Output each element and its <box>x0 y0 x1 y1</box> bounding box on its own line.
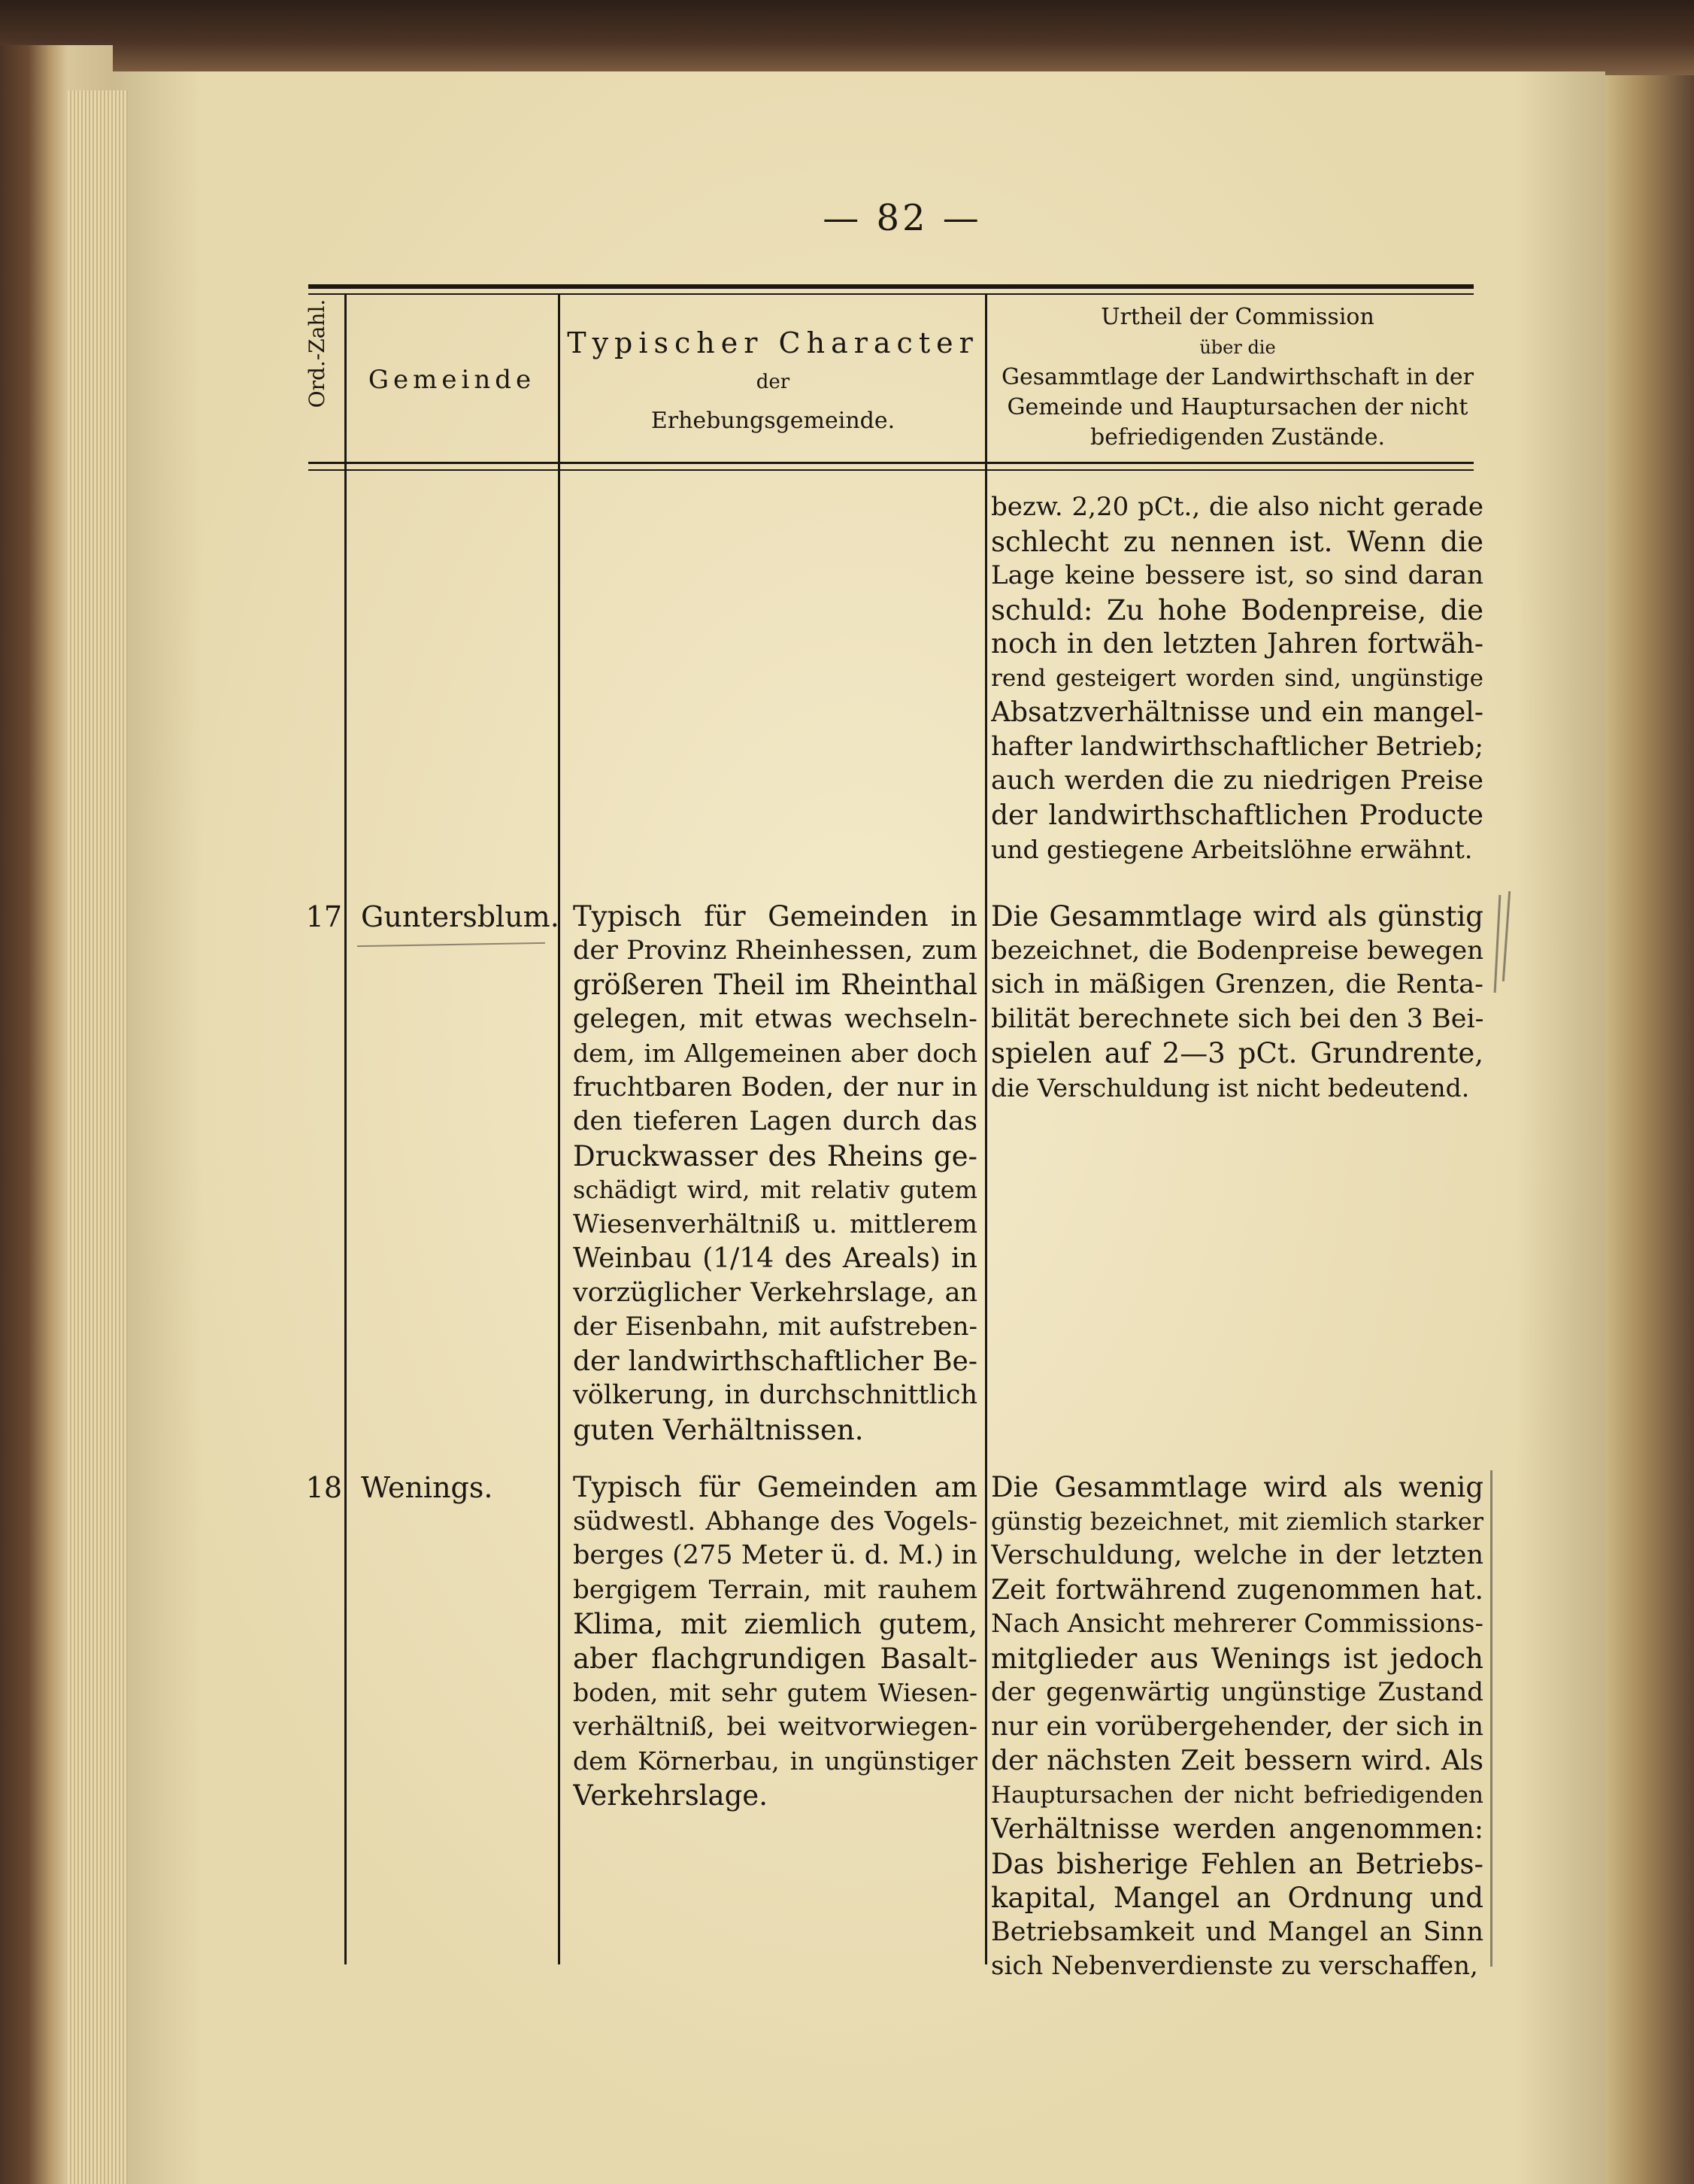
text-line: Zeit fortwährend zugenommen hat. <box>991 1574 1483 1606</box>
text-line: die Verschuldung ist nicht bedeutend. <box>991 1072 1470 1103</box>
text-line: mitglieder aus Wenings ist jedoch <box>991 1642 1483 1675</box>
text-line: der Eisenbahn, mit aufstreben- <box>573 1312 977 1342</box>
text-line: Verkehrslage. <box>573 1779 768 1812</box>
text-line: vorzüglicher Verkehrslage, an <box>573 1277 977 1308</box>
urtheil-guntersblum <box>991 899 1483 1105</box>
text-line: aber flachgrundigen Basalt- <box>573 1642 977 1675</box>
text-line: völkerung, in durchschnittlich <box>573 1380 977 1410</box>
header-urtheil-line1: Urtheil der Commission <box>1101 304 1374 330</box>
text-line: rend gesteigert worden sind, ungünstige <box>991 664 1483 692</box>
header-character <box>562 323 983 441</box>
text-line: bilität berechnete sich bei den 3 Bei- <box>991 1003 1483 1034</box>
text-line: bezw. 2,20 pCt., die also nicht gerade <box>991 492 1483 522</box>
character-wenings <box>573 1470 977 1812</box>
text-line: noch in den letzten Jahren fortwäh- <box>991 629 1483 660</box>
text-line: nur ein vorübergehender, der sich in <box>991 1711 1483 1742</box>
text-line: Typisch für Gemeinden am <box>573 1471 977 1503</box>
text-line: spielen auf 2—3 pCt. Grundrente, <box>991 1037 1483 1069</box>
text-line: den tieferen Lagen durch das <box>573 1106 977 1136</box>
text-line: der nächsten Zeit bessern wird. Als <box>991 1746 1483 1776</box>
text-line: Nach Ansicht mehrerer Commissions- <box>991 1609 1483 1639</box>
table-top-rule-thin <box>308 293 1474 295</box>
text-line: Die Gesammtlage wird als wenig <box>991 1471 1483 1503</box>
text-line: schuld: Zu hohe Bodenpreise, die <box>991 593 1483 626</box>
header-urtheil-line5: befriedigenden Zustände. <box>1090 424 1385 450</box>
text-line: günstig bezeichnet, mit ziemlich starker <box>991 1506 1483 1536</box>
text-line: verhältniß, bei weitvorwiegen- <box>573 1711 977 1742</box>
col-divider-1 <box>344 295 347 1964</box>
text-line: Druckwasser des Rheins ge- <box>573 1139 977 1172</box>
pencil-mark-row18-a <box>1490 1470 1492 1967</box>
header-urtheil-line3: Gesammtlage der Landwirthschaft in der <box>1002 364 1474 390</box>
text-line: fruchtbaren Boden, der nur in <box>573 1072 977 1103</box>
text-line: dem Körnerbau, in ungünstiger <box>573 1746 977 1776</box>
header-ordnungszahl: Ord.-Zahl. <box>305 299 329 408</box>
character-guntersblum <box>573 899 977 1447</box>
text-line: auch werden die zu niedrigen Preise <box>991 766 1483 796</box>
text-line: gelegen, mit etwas wechseln- <box>573 1003 977 1034</box>
text-line: Verhältnisse werden angenommen: <box>991 1814 1483 1845</box>
text-line: guten Verhältnissen. <box>573 1413 864 1446</box>
text-line: schlecht zu nennen ist. Wenn die <box>991 525 1483 558</box>
text-line: berges (275 Meter ü. d. M.) in <box>573 1540 977 1570</box>
text-line: boden, mit sehr gutem Wiesen- <box>573 1678 977 1707</box>
text-line: südwestl. Abhange des Vogels- <box>573 1506 977 1536</box>
continuation-urtheil <box>991 490 1483 867</box>
table-header-bottom-rule <box>308 462 1474 464</box>
header-urtheil-line2: über die <box>1199 337 1276 358</box>
text-line: Wiesenverhältniß u. mittlerem <box>573 1209 977 1239</box>
table-top-rule-thick <box>308 284 1474 289</box>
text-line: der landwirthschaftlicher Be- <box>573 1345 977 1377</box>
table-header-bottom-rule-2 <box>308 469 1474 471</box>
header-urtheil <box>989 302 1486 453</box>
header-character-line2: der <box>756 371 790 393</box>
col-divider-2 <box>558 295 560 1964</box>
text-line: Das bisherige Fehlen an Betriebs- <box>991 1847 1483 1880</box>
text-line: Klima, mit ziemlich gutem, <box>573 1608 977 1640</box>
page-stack <box>68 90 128 2184</box>
text-line: dem, im Allgemeinen aber doch <box>573 1039 977 1068</box>
text-line: Typisch für Gemeinden in <box>573 900 977 933</box>
text-line: der Provinz Rheinhessen, zum <box>573 935 977 966</box>
gemeinde-name-wenings: Wenings. <box>361 1471 493 1504</box>
header-character-line1: Typischer Character <box>567 326 979 359</box>
urtheil-wenings <box>991 1470 1483 1984</box>
book-cover-top <box>0 0 1694 83</box>
text-line: schädigt wird, mit relativ gutem <box>573 1175 977 1204</box>
text-line: Die Gesammtlage wird als günstig <box>991 900 1483 933</box>
text-line: Hauptursachen der nicht befriedigenden <box>991 1781 1483 1809</box>
row-number-18: 18 <box>305 1471 342 1504</box>
text-line: der gegenwärtig ungünstige Zustand <box>991 1677 1483 1707</box>
col-divider-3 <box>985 295 987 1964</box>
text-line: Lage keine bessere ist, so sind daran <box>991 560 1483 590</box>
row-number-17: 17 <box>305 900 342 933</box>
text-line: Absatzverhältnisse und ein mangel- <box>991 697 1483 728</box>
text-line: sich in mäßigen Grenzen, die Renta- <box>991 969 1483 999</box>
text-line: hafter landwirthschaftlicher Betrieb; <box>991 731 1483 762</box>
text-line: bergigem Terrain, mit rauhem <box>573 1574 977 1605</box>
page-number: — 82 — <box>823 197 982 239</box>
text-line: Verschuldung, welche in der letzten <box>991 1540 1483 1570</box>
text-line: und gestiegene Arbeitslöhne erwähnt. <box>991 835 1473 864</box>
gemeinde-name-guntersblum: Guntersblum. <box>361 900 559 933</box>
text-line: kapital, Mangel an Ordnung und <box>991 1882 1483 1914</box>
book-edge-right <box>1604 75 1694 2184</box>
header-character-line3: Erhebungsgemeinde. <box>650 408 895 434</box>
text-line: Betriebsamkeit und Mangel an Sinn <box>991 1916 1483 1947</box>
text-line: bezeichnet, die Bodenpreise bewegen <box>991 935 1483 966</box>
header-urtheil-line4: Gemeinde und Hauptursachen der nicht <box>1007 394 1468 420</box>
text-line: der landwirthschaftlichen Producte <box>991 799 1483 831</box>
text-line: sich Nebenverdienste zu verschaffen, <box>991 1951 1478 1981</box>
text-line: Weinbau (1/14 des Areals) in <box>573 1243 977 1274</box>
header-gemeinde: Gemeinde <box>368 365 536 395</box>
text-line: größeren Theil im Rheinthal <box>573 969 977 1001</box>
